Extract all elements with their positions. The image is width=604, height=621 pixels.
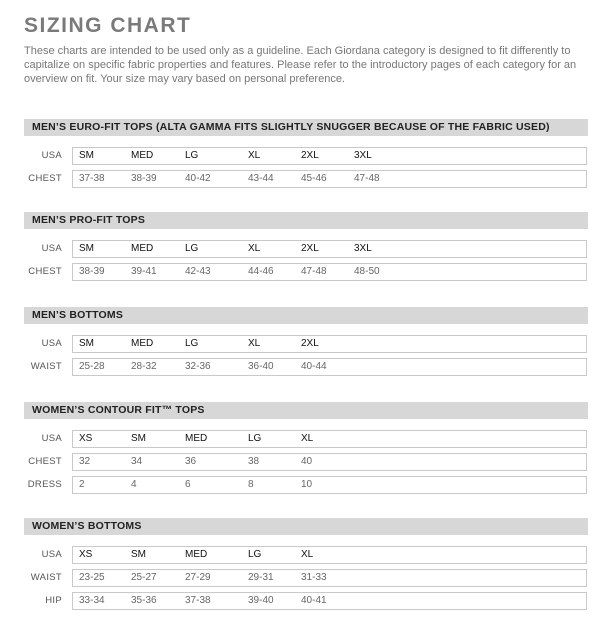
size-row — [0, 430, 604, 448]
size-cell: 36-40 — [248, 361, 274, 372]
size-row — [0, 170, 604, 188]
size-cell: 33-34 — [79, 595, 105, 606]
size-cell: 44-46 — [248, 266, 274, 277]
size-row — [0, 263, 604, 281]
size-row — [0, 358, 604, 376]
row-label: USA — [41, 549, 62, 560]
section-header: MEN’S EURO-FIT TOPS (ALTA GAMMA FITS SLIGHTLY SNUGGER BECAUSE OF THE FABRIC USED) — [24, 119, 588, 136]
row-cells-box — [72, 476, 587, 494]
size-cell: 45-46 — [301, 173, 327, 184]
size-cell: 2 — [79, 479, 85, 490]
size-cell: SM — [79, 243, 94, 254]
size-cell: 25-27 — [131, 572, 157, 583]
size-cell: 35-36 — [131, 595, 157, 606]
size-cell: 34 — [131, 456, 143, 467]
row-label: DRESS — [27, 479, 62, 490]
size-cell: 2XL — [301, 150, 319, 161]
size-cell: LG — [248, 433, 262, 444]
size-cell: XS — [79, 433, 93, 444]
size-cell: 38-39 — [79, 266, 105, 277]
size-cell: 39-40 — [248, 595, 274, 606]
size-row — [0, 240, 604, 258]
size-cell: MED — [185, 549, 208, 560]
size-row — [0, 546, 604, 564]
size-cell: 48-50 — [354, 266, 380, 277]
size-cell: SM — [131, 433, 146, 444]
size-cell: LG — [185, 150, 199, 161]
size-cell: 3XL — [354, 150, 372, 161]
size-cell: MED — [131, 338, 154, 349]
size-cell: 37-38 — [185, 595, 211, 606]
size-cell: LG — [185, 338, 199, 349]
size-cell: MED — [185, 433, 208, 444]
row-label: USA — [41, 243, 62, 254]
row-cells-box — [72, 546, 587, 564]
size-cell: 25-28 — [79, 361, 105, 372]
intro-text: These charts are intended to be used only as a guideline. Each Giordana category is designed to fit differently to capitalize on specific fabric properties and features. Please refer to the introductory pages of each category for an overview on fit. Your size may vary based on personal preference. — [24, 45, 577, 85]
size-cell: 43-44 — [248, 173, 274, 184]
size-cell: 47-48 — [354, 173, 380, 184]
row-cells-box — [72, 430, 587, 448]
size-row — [0, 453, 604, 471]
row-cells-box — [72, 453, 587, 471]
size-cell: 8 — [248, 479, 254, 490]
row-label: CHEST — [28, 456, 62, 467]
size-cell: MED — [131, 243, 154, 254]
row-label: WAIST — [30, 572, 62, 583]
size-cell: 27-29 — [185, 572, 211, 583]
size-cell: XL — [301, 433, 314, 444]
section-header: MEN’S PRO-FIT TOPS — [24, 212, 588, 229]
size-row — [0, 147, 604, 165]
size-cell: SM — [79, 150, 94, 161]
size-cell: 23-25 — [79, 572, 105, 583]
size-cell: 31-33 — [301, 572, 327, 583]
size-cell: SM — [79, 338, 94, 349]
size-cell: 32 — [79, 456, 91, 467]
size-cell: 42-43 — [185, 266, 211, 277]
size-cell: 28-32 — [131, 361, 157, 372]
size-cell: XL — [248, 338, 261, 349]
size-cell: 40 — [301, 456, 313, 467]
size-cell: 40-41 — [301, 595, 327, 606]
size-cell: 40-42 — [185, 173, 211, 184]
row-label: CHEST — [28, 266, 62, 277]
size-cell: 10 — [301, 479, 313, 490]
size-cell: XS — [79, 549, 93, 560]
size-cell: LG — [185, 243, 199, 254]
section-header: WOMEN’S CONTOUR FIT™ TOPS — [24, 402, 588, 419]
section-header: WOMEN’S BOTTOMS — [24, 518, 588, 535]
size-cell: 4 — [131, 479, 137, 490]
row-label: HIP — [45, 595, 62, 606]
size-cell: 40-44 — [301, 361, 327, 372]
size-cell: XL — [248, 243, 261, 254]
size-cell: 39-41 — [131, 266, 157, 277]
size-cell: 29-31 — [248, 572, 274, 583]
size-cell: SM — [131, 549, 146, 560]
row-label: USA — [41, 433, 62, 444]
size-cell: 47-48 — [301, 266, 327, 277]
size-cell: LG — [248, 549, 262, 560]
size-cell: 38 — [248, 456, 260, 467]
size-cell: 6 — [185, 479, 191, 490]
size-row — [0, 569, 604, 587]
page-title: SIZING CHART — [24, 14, 192, 37]
size-cell: 3XL — [354, 243, 372, 254]
size-cell: XL — [248, 150, 261, 161]
size-cell: 37-38 — [79, 173, 105, 184]
size-cell: 2XL — [301, 338, 319, 349]
size-row — [0, 335, 604, 353]
size-cell: 38-39 — [131, 173, 157, 184]
row-label: USA — [41, 150, 62, 161]
section-header: MEN’S BOTTOMS — [24, 307, 588, 324]
size-cell: MED — [131, 150, 154, 161]
size-cell: 32-36 — [185, 361, 211, 372]
size-cell: 36 — [185, 456, 197, 467]
size-row — [0, 476, 604, 494]
size-row — [0, 592, 604, 610]
row-label: CHEST — [28, 173, 62, 184]
row-label: WAIST — [30, 361, 62, 372]
size-cell: 2XL — [301, 243, 319, 254]
row-label: USA — [41, 338, 62, 349]
size-cell: XL — [301, 549, 314, 560]
